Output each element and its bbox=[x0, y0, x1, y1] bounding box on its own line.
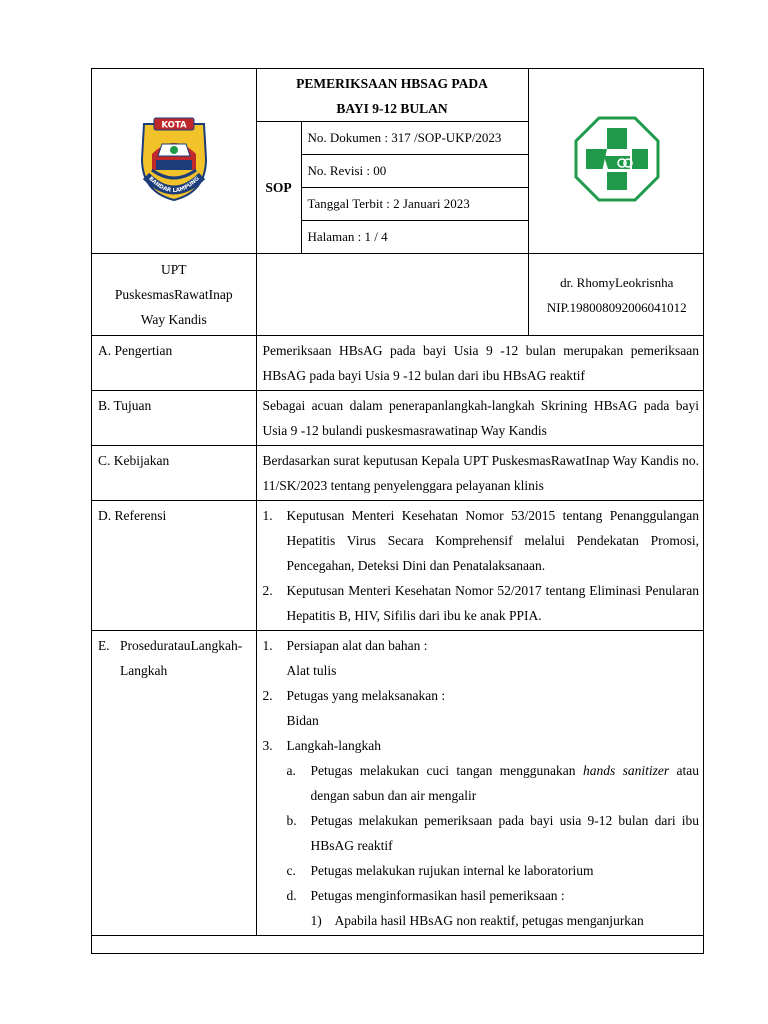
section-e-label bbox=[92, 631, 256, 936]
list-number: d. bbox=[286, 888, 297, 903]
section-a-label: A. Pengertian bbox=[92, 336, 256, 391]
sub-list-item bbox=[287, 758, 700, 808]
list-text: Petugas melakukan cuci tangan menggunakan bbox=[310, 763, 583, 778]
section-b-label: B. Tujuan bbox=[92, 391, 256, 446]
section-a-text: Pemeriksaan HBsAG pada bayi Usia 9 -12 bulan merupakan pemeriksaan HBsAG pada bayi Usia 9 -12 bulan dari ibu HBsAG reaktif bbox=[256, 336, 704, 391]
list-item bbox=[263, 503, 700, 578]
no-revisi: No. Revisi : 00 bbox=[301, 155, 528, 188]
sub-list-item bbox=[287, 858, 700, 883]
signature-block bbox=[528, 254, 704, 336]
org-line-3: Way Kandis bbox=[140, 312, 207, 327]
list-text: Petugas melakukan rujukan internal ke laboratorium bbox=[310, 863, 594, 878]
list-number: c. bbox=[286, 863, 296, 878]
list-number: 2. bbox=[262, 583, 273, 598]
list-subtext: Bidan bbox=[286, 713, 319, 728]
sub-list-item bbox=[287, 883, 700, 933]
org-line-1: UPT bbox=[160, 262, 187, 277]
logo-text-top: KOTA bbox=[161, 120, 187, 131]
section-b-text: Sebagai acuan dalam penerapanlangkah-langkah Skrining HBsAG pada bayi Usia 9 -12 bulandi puskesmasrawatinap Way Kandis bbox=[256, 391, 704, 446]
list-subtext: Alat tulis bbox=[286, 663, 337, 678]
section-e-number: E. bbox=[98, 638, 110, 653]
sop-document bbox=[91, 68, 704, 954]
tanggal-terbit: Tanggal Terbit : 2 Januari 2023 bbox=[301, 188, 528, 221]
sub-sub-list-item bbox=[311, 908, 700, 933]
sub-list-item bbox=[287, 808, 700, 858]
section-e-title: ProseduratauLangkah-Langkah bbox=[120, 638, 243, 678]
title-line-2: BAYI 9-12 BULAN bbox=[336, 101, 448, 116]
list-number: a. bbox=[286, 763, 296, 778]
halaman: Halaman : 1 / 4 bbox=[301, 221, 528, 254]
list-item bbox=[263, 733, 700, 933]
sop-label: SOP bbox=[256, 122, 301, 254]
section-c-label: C. Kebijakan bbox=[92, 446, 256, 501]
no-dokumen: No. Dokumen : 317 /SOP-UKP/2023 bbox=[301, 122, 528, 155]
list-number: 2. bbox=[262, 688, 273, 703]
org-line-2: PuskesmasRawatInap bbox=[114, 287, 233, 302]
logo-text-bottom: BANDAR LAMPUNG bbox=[146, 175, 201, 195]
section-e-content bbox=[256, 631, 704, 936]
list-text: Apabila hasil HBsAG non reaktif, petugas menganjurkan bbox=[334, 913, 644, 928]
list-number: 1. bbox=[262, 638, 273, 653]
list-text: Petugas menginformasikan hasil pemeriksaan : bbox=[310, 888, 565, 903]
list-number: 1. bbox=[262, 508, 273, 523]
sop-table bbox=[92, 69, 704, 936]
list-item bbox=[263, 578, 700, 628]
org-name bbox=[92, 254, 256, 336]
list-text-italic: hands sanitizer bbox=[582, 763, 670, 778]
list-text: Petugas yang melaksanakan : bbox=[286, 688, 446, 703]
list-text: atau dengan sabun dan air mengalir bbox=[310, 763, 700, 803]
list-text: Langkah-langkah bbox=[286, 738, 381, 753]
list-number: 1) bbox=[310, 913, 322, 928]
title-line-1: PEMERIKSAAN HBSAG PADA bbox=[296, 76, 488, 91]
left-logo-cell bbox=[92, 69, 256, 254]
list-number: b. bbox=[286, 813, 297, 828]
puskesmas-logo-icon bbox=[574, 116, 660, 202]
list-number: 3. bbox=[262, 738, 273, 753]
section-d-label: D. Referensi bbox=[92, 501, 256, 631]
section-c-text: Berdasarkan surat keputusan Kepala UPT PuskesmasRawatInap Way Kandis no. 11/SK/2023 tentang penyelenggara pelayanan klinis bbox=[256, 446, 704, 501]
section-d-content bbox=[256, 501, 704, 631]
signature-name: dr. RhomyLeokrisnha bbox=[560, 274, 674, 290]
org-blank-cell bbox=[256, 254, 528, 336]
bandar-lampung-logo-icon bbox=[136, 114, 212, 204]
document-title bbox=[256, 69, 528, 122]
list-text: Persiapan alat dan bahan : bbox=[286, 638, 428, 653]
right-logo-cell bbox=[528, 69, 704, 254]
list-item bbox=[263, 683, 700, 733]
list-text: Keputusan Menteri Kesehatan Nomor 53/2015 tentang Penanggulangan Hepatitis Virus Secara Komprehensif melalui Pendekatan Promosi, Pencegahan, Deteksi Dini dan Penatalaksanaan. bbox=[286, 508, 700, 573]
signature-nip: NIP.198008092006041012 bbox=[546, 299, 687, 315]
list-item bbox=[263, 633, 700, 683]
list-text: Petugas melakukan pemeriksaan pada bayi usia 9-12 bulan dari ibu HBsAG reaktif bbox=[310, 813, 700, 853]
list-text: Keputusan Menteri Kesehatan Nomor 52/2017 tentang Eliminasi Penularan Hepatitis B, HIV, Sifilis dari ibu ke anak PPIA. bbox=[286, 583, 700, 623]
